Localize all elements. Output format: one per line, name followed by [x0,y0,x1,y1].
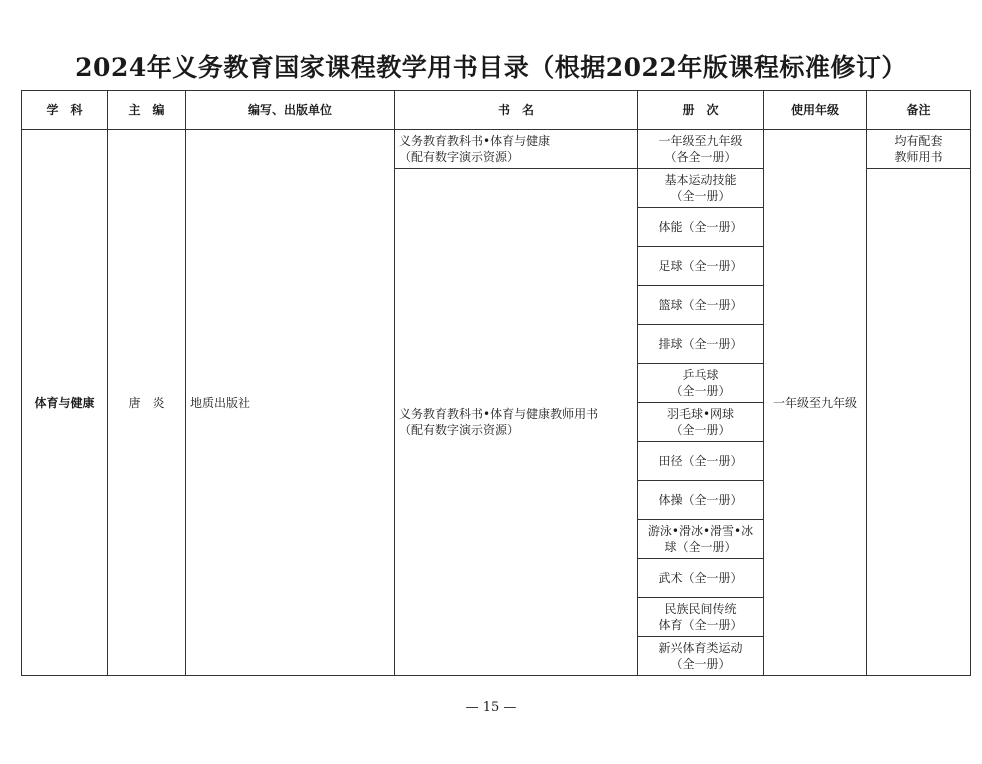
header-grade: 使用年级 [764,91,867,130]
volume-line: 排球（全一册） [658,337,743,351]
volume-cell [638,169,764,208]
note-line: 教师用书 [894,150,943,164]
document-title: 2024年义务教育国家课程教学用书目录（根据2022年版课程标准修订） [75,53,907,82]
volume-cell [638,637,764,676]
volume-line: 体育（全一册） [658,618,743,632]
volume-cell [638,208,764,247]
volume-cell [638,403,764,442]
volume-cell [638,364,764,403]
note-line: 均有配套 [894,134,943,148]
volume-line: 新兴体育类运动 [658,641,743,655]
volume-line: 田径（全一册） [658,454,743,468]
volume-line: （全一册） [670,423,731,437]
header-publisher: 编写、出版单位 [186,91,395,130]
editor-cell: 唐 炎 [108,130,186,676]
book-name-cell [395,130,638,169]
volume-cell [638,559,764,598]
volume-cell [638,325,764,364]
volume-line: 基本运动技能 [664,173,737,187]
notes-cell [867,130,971,169]
volume-line: 游泳•滑冰•滑雪•冰 [647,524,754,538]
volume-cell [638,598,764,637]
catalog-table [21,90,971,676]
header-notes: 备注 [867,91,971,130]
subject-cell: 体育与健康 [22,130,108,676]
volume-line: 羽毛球•网球 [666,407,735,421]
volume-line: 一年级至九年级 [658,134,743,148]
header-row [22,91,971,130]
volume-cell [638,481,764,520]
header-volume: 册 次 [638,91,764,130]
volume-line: 篮球（全一册） [658,298,743,312]
volume-line: 民族民间传统 [664,602,737,616]
page-number: — 15 — [465,700,517,715]
grade-cell: 一年级至九年级 [764,130,867,676]
book-name-line: （配有数字演示资源） [399,423,520,437]
volume-cell [638,442,764,481]
volume-cell [638,247,764,286]
volume-cell [638,286,764,325]
book-name-cell [395,169,638,676]
book-name-line: （配有数字演示资源） [399,150,520,164]
volume-line: （各全一册） [664,150,737,164]
volume-line: 体操（全一册） [658,493,743,507]
book-name-line: 义务教育教科书•体育与健康 [399,134,551,148]
volume-line: 乒乓球 [682,368,719,382]
notes-cell-empty [867,169,971,676]
volume-line: （全一册） [670,384,731,398]
header-editor: 主 编 [108,91,186,130]
volume-line: （全一册） [670,657,731,671]
publisher-cell: 地质出版社 [186,130,395,676]
book-name-line: 义务教育教科书•体育与健康教师用书 [399,407,599,421]
volume-line: 武术（全一册） [658,571,743,585]
table-row [22,130,971,169]
header-book-name: 书 名 [395,91,638,130]
volume-cell [638,520,764,559]
volume-line: 足球（全一册） [658,259,743,273]
volume-line: 球（全一册） [664,540,737,554]
volume-cell [638,130,764,169]
header-subject: 学 科 [22,91,108,130]
volume-line: 体能（全一册） [658,220,743,234]
volume-line: （全一册） [670,189,731,203]
